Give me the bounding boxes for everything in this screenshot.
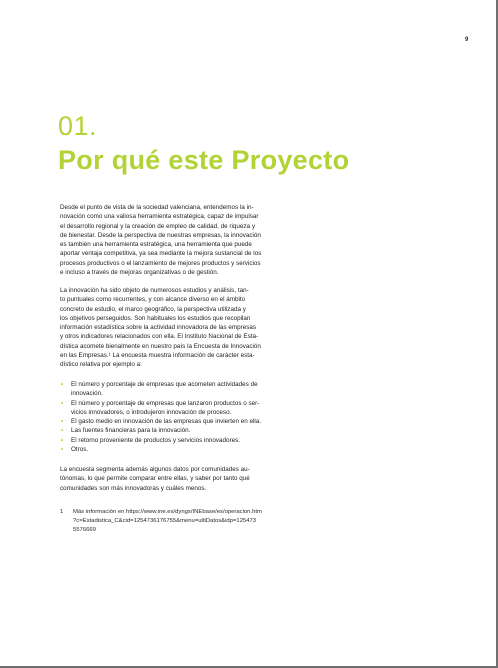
text-line: aportar ventaja competitiva, ya sea mediante la mejora sustancial de los [60, 250, 262, 258]
bullet-marker: • [61, 436, 64, 444]
text-line: tónomas, lo que permite comparar entre ellas, y saber por tanto qué [60, 475, 250, 483]
text-line: El gasto medio en innovación de las empresas que invierten en ella. [71, 418, 262, 426]
text-line: comunidades son más innovadoras y cuáles menos. [60, 484, 207, 492]
text-line: de bienestar. Desde la perspectiva de nuestras empresas, la innovación [60, 231, 261, 239]
text-line: La innovación ha sido objeto de numerosos estudios y análisis, tan- [60, 287, 249, 294]
text-line: procesos productivos o el lanzamiento de mejores productos y servicios [60, 259, 261, 267]
text-line: e incluso a través de mejoras organizativas o de gestión. [60, 269, 219, 277]
text-line: y otros indicadores relacionados con ella. El Instituto Nacional de Esta- [60, 333, 259, 341]
text-line: los objetivos perseguidos. Son habituales los estudios que recopilan [60, 314, 251, 322]
bullet-list [60, 380, 444, 454]
paragraph-segmentation [60, 465, 444, 493]
text-line: Otros. [71, 446, 89, 454]
list-item [60, 445, 444, 454]
chapter-title: Por qué este Proyecto [58, 145, 350, 175]
list-item [60, 436, 444, 445]
footnote [60, 508, 444, 534]
chapter-number: 01. [58, 111, 98, 141]
text-line: El retorno proveniente de productos y servicios innovadores. [71, 436, 241, 444]
paragraph-studies [60, 286, 444, 370]
text-line: dística acomete bienalmente en nuestro país la Encuesta de Innovación [60, 342, 261, 350]
page-number: 9 [465, 37, 469, 43]
text-line: El número y porcentaje de empresas que acometen actividades de [71, 381, 258, 388]
bullet-marker: • [61, 399, 64, 407]
bullet-marker: • [61, 381, 64, 388]
footnote-number: 1 [60, 509, 64, 515]
text-line: Desde el punto de vista de la sociedad valenciana, entendemos la in- [60, 204, 254, 211]
footnote-link-line[interactable]: 5576669 [73, 526, 96, 533]
bullet-marker: • [61, 427, 64, 435]
text-line: vicios innovadores, o introdujeron innovación de proceso. [71, 408, 232, 416]
footnote-link-line[interactable]: ?c=Estadistica_C&cid=1254736176755&menu=ultiDatos&idp=125473 [73, 517, 257, 524]
list-item [60, 417, 444, 426]
text-line: La encuesta segmenta además algunos datos por comunidades au- [60, 466, 250, 473]
text-line: información estadística sobre la actividad innovadora de las empresas [60, 324, 257, 332]
text-line: to puntuales como recurrentes, y con alcance diverso en el ámbito [60, 296, 246, 304]
text-line: novación como una valiosa herramienta estratégica, capaz de impulsar [60, 213, 259, 221]
text-line: innovación. [71, 390, 103, 398]
list-item [60, 399, 444, 418]
bullet-marker: • [61, 418, 64, 426]
paragraph-intro [60, 203, 444, 277]
list-item [60, 426, 444, 435]
text-line: El número y porcentaje de empresas que lanzaron productos o ser- [71, 399, 260, 407]
text-line: el desarrollo regional y la creación de empleo de calidad, de riqueza y [60, 222, 255, 230]
footnote-text[interactable] [73, 508, 444, 534]
text-line: concreto de estudio, el marco geográfico, la perspectiva utilizada y [60, 305, 246, 313]
list-item [60, 380, 444, 399]
text-line: es también una herramienta estratégica, una herramienta que puede [60, 241, 252, 249]
footnote-link-line[interactable]: Más información en https://www.ine.es/dyngs/INEbase/es/operacion.htm [73, 509, 262, 515]
bullet-marker: • [61, 446, 64, 454]
text-line: en las Empresas.¹ La encuesta muestra información de carácter esta- [60, 352, 255, 360]
text-line: Las fuentes financieras para la innovación. [71, 427, 191, 435]
text-line: dístico relativa por ejemplo a: [60, 361, 142, 369]
